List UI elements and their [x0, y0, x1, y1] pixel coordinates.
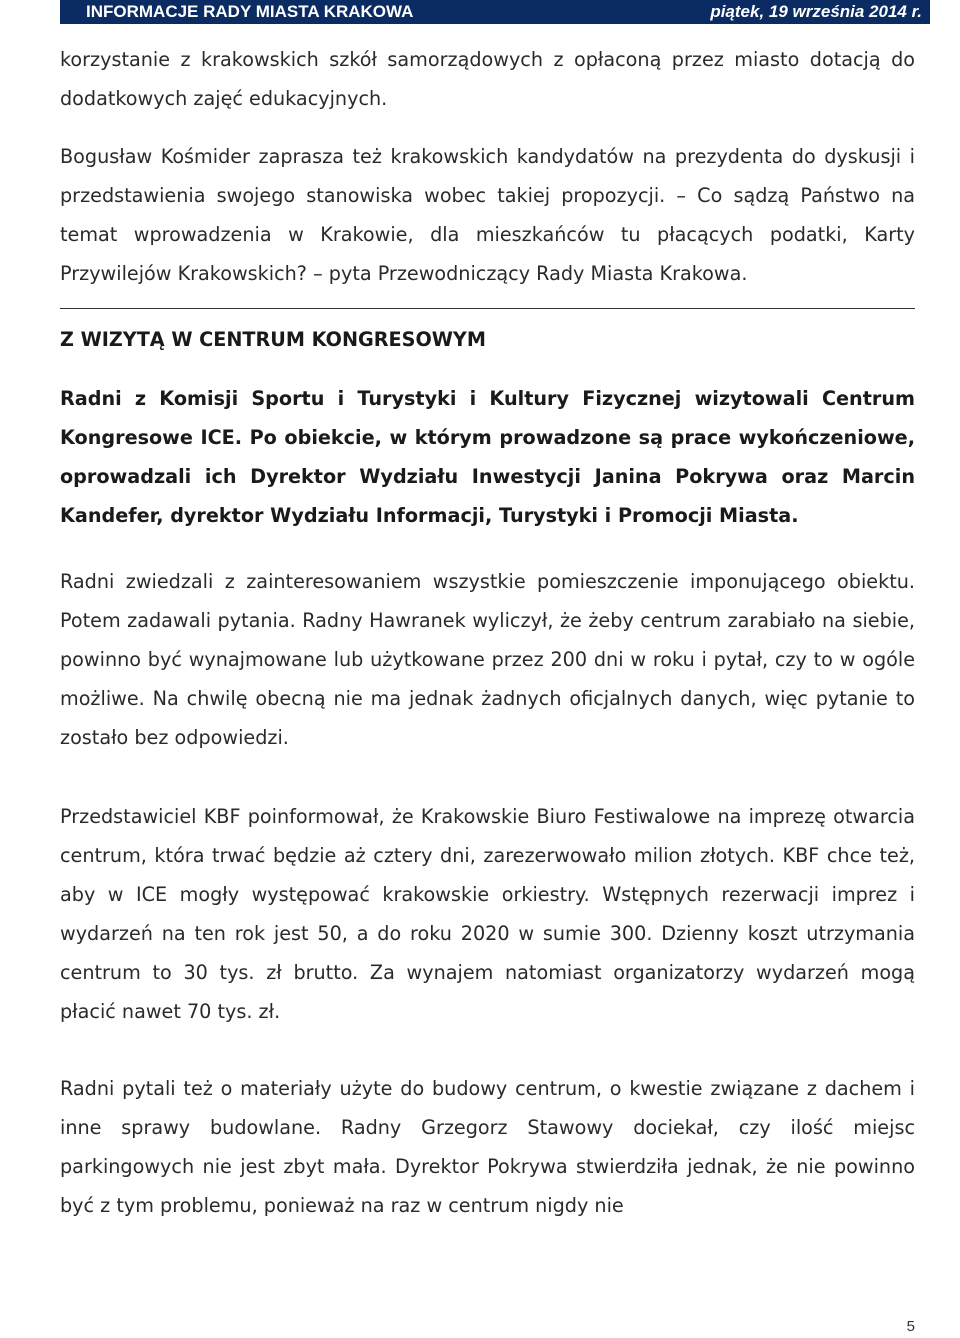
- page-number: 5: [906, 1318, 915, 1335]
- paragraph-1: korzystanie z krakowskich szkół samorządowych z opłaconą przez miasto dotacją do dodatkowych zajęć edukacyjnych.: [60, 48, 915, 110]
- header-date: piątek, 19 września 2014 r.: [710, 2, 922, 21]
- paragraph-3-text: Radni z Komisji Sportu i Turystyki i Kultury Fizycznej wizytowali Centrum Kongresowe ICE. Po obiekcie, w którym prowadzone są prace wykończeniowe, oprowadzali ich Dyrektor Wydziału Inwestycji Janina Pokrywa oraz Marcin Kandefer, dyrektor Wydziału Informacji, Turystyki i Promocji Miasta.: [60, 387, 915, 527]
- paragraph-6: Radni pytali też o materiały użyte do budowy centrum, o kwestie związane z dachem i inne sprawy budowlane. Radny Grzegorz Stawowy dociekał, czy ilość miejsc parkingowych nie jest zbyt mała. Dyrektor Pokrywa stwierdziła jednak, że nie powinno być z tym problemu, ponieważ na raz w centrum nigdy nie: [60, 1077, 915, 1217]
- paragraph-5: Przedstawiciel KBF poinformował, że Krakowskie Biuro Festiwalowe na imprezę otwarcia centrum, która trwać będzie aż cztery dni, zarezerwowało milion złotych. KBF chce też, aby w ICE mogły występować krakowskie orkiestry. Wstępnych rezerwacji imprez i wydarzeń na ten rok jest 50, a do roku 2020 w sumie 300. Dzienny koszt utrzymania centrum to 30 tys. zł brutto. Za wynajem natomiast organizatorzy wydarzeń mogą płacić nawet 70 tys. zł.: [60, 805, 915, 1023]
- section-heading: Z WIZYTĄ W CENTRUM KONGRESOWYM: [60, 328, 486, 351]
- section-divider: [60, 308, 915, 309]
- paragraph-3: [60, 379, 915, 535]
- article-body: [60, 40, 915, 1225]
- paragraph-4: Radni zwiedzali z zainteresowaniem wszystkie pomieszczenie imponującego obiektu. Potem zadawali pytania. Radny Hawranek wyliczył, że żeby centrum zarabiało na siebie, powinno być wynajmowane lub użytkowane przez 200 dni w roku i pytał, czy to w ogóle możliwe. Na chwilę obecną nie ma jednak żadnych oficjalnych danych, więc pytanie to zostało bez odpowiedzi.: [60, 570, 915, 749]
- header-title: INFORMACJE RADY MIASTA KRAKOWA: [86, 2, 414, 21]
- page-header: [60, 0, 930, 24]
- paragraph-2: Bogusław Kośmider zaprasza też krakowskich kandydatów na prezydenta do dyskusji i przedstawienia swojego stanowiska wobec takiej propozycji. – Co sądzą Państwo na temat wprowadzenia w Krakowie, dla mieszkańców tu płacących podatki, Karty Przywilejów Krakowskich? – pyta Przewodniczący Rady Miasta Krakowa.: [60, 145, 915, 285]
